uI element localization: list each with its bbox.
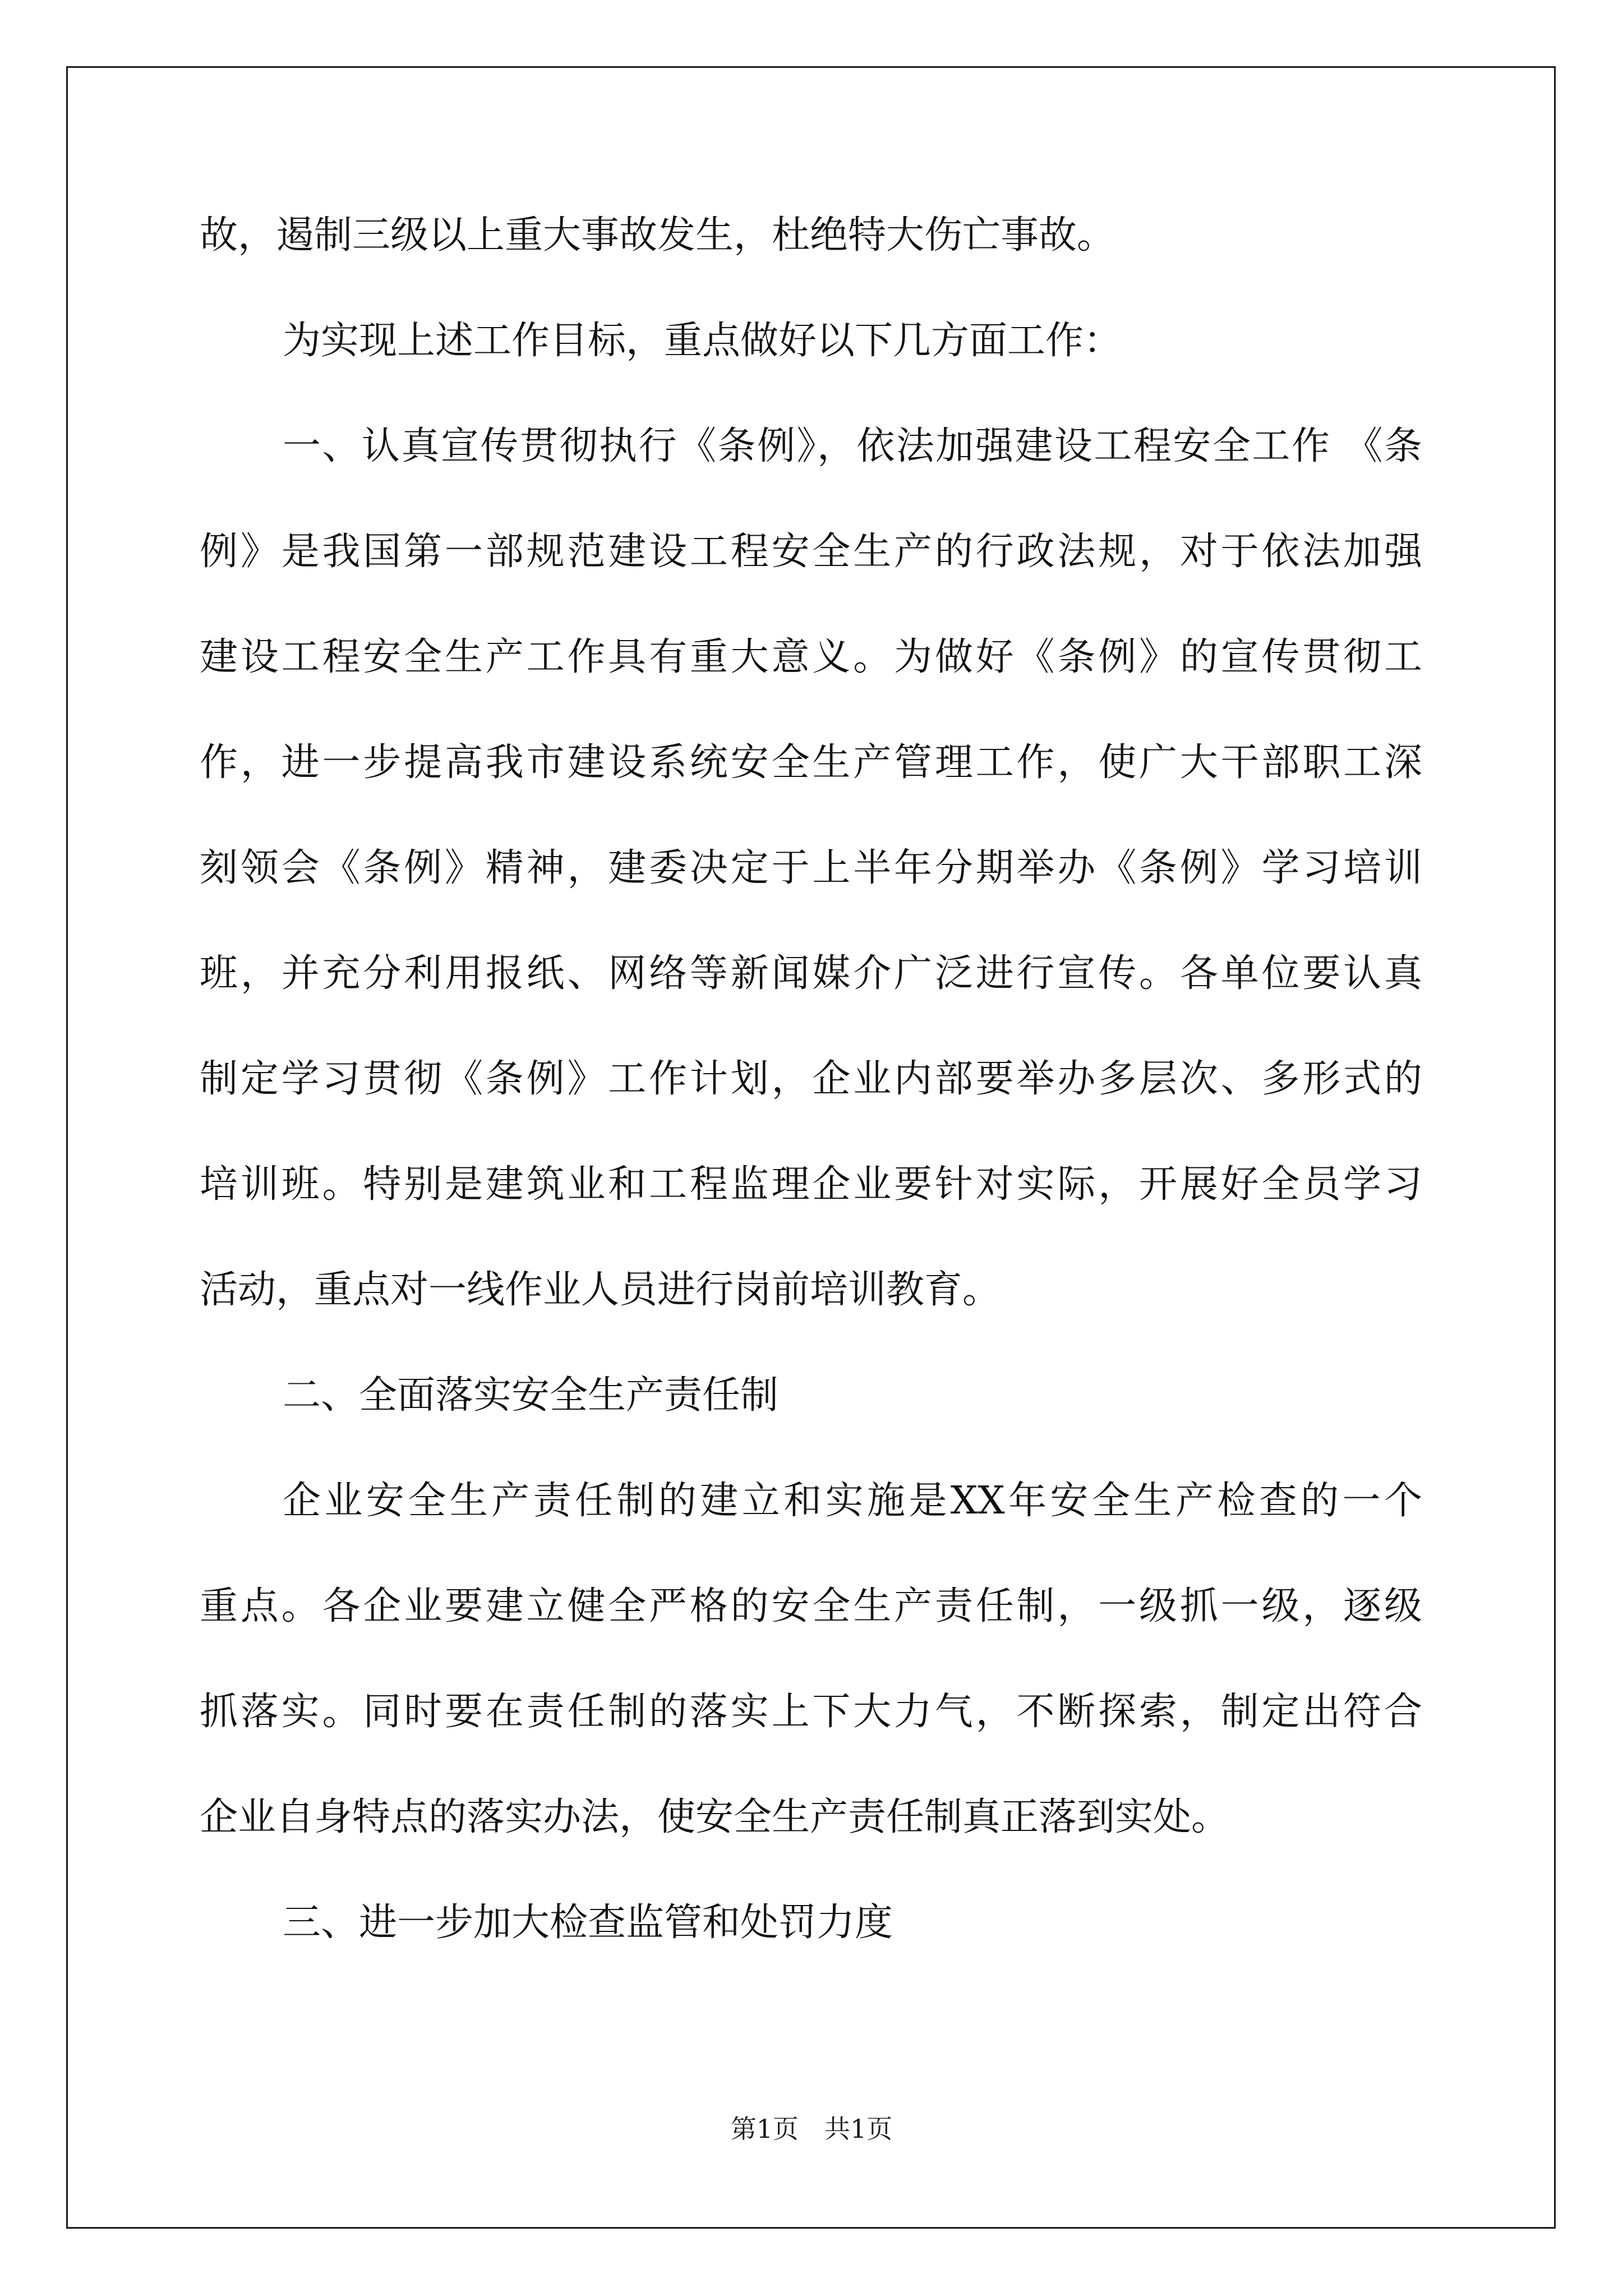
text-line: 抓落实。同时要在责任制的落实上下大力气，不断探索，制定出符合 (200, 1690, 1422, 1734)
text-line: 建设工程安全生产工作具有重大意义。为做好《条例》的宣传贯彻工 (200, 635, 1422, 679)
section-heading-2: 二、全面落实安全生产责任制 (283, 1373, 779, 1418)
text-line: 为实现上述工作目标，重点做好以下几方面工作： (283, 319, 1122, 363)
text-line: 例》是我国第一部规范建设工程安全生产的行政法规，对于依法加强 (200, 530, 1422, 574)
text-line: 重点。各企业要建立健全严格的安全生产责任制，一级抓一级，逐级 (200, 1584, 1422, 1628)
text-line: 制定学习贯彻《条例》工作计划，企业内部要举办多层次、多形式的 (200, 1057, 1422, 1101)
text-line: 活动，重点对一线作业人员进行岗前培训教育。 (200, 1268, 1001, 1312)
section-heading-1: 一、认真宣传贯彻执行《条例》，依法加强建设工程安全工作 《条 (283, 424, 1422, 468)
text-line: 培训班。特别是建筑业和工程监理企业要针对实际，开展好全员学习 (200, 1162, 1422, 1207)
page-number: 第1页 共1页 (730, 2114, 893, 2144)
text-line: 刻领会《条例》精神，建委决定于上半年分期举办《条例》学习培训 (200, 846, 1422, 890)
text-line: 企业自身特点的落实办法，使安全生产责任制真正落到实处。 (200, 1795, 1230, 1839)
text-line: 企业安全生产责任制的建立和实施是XX年安全生产检查的一个 (283, 1479, 1422, 1523)
text-line: 班，并充分利用报纸、网络等新闻媒介广泛进行宣传。各单位要认真 (200, 951, 1422, 996)
text-line: 作，进一步提高我市建设系统安全生产管理工作，使广大干部职工深 (200, 740, 1422, 785)
section-heading-3: 三、进一步加大检查监管和处罚力度 (283, 1901, 893, 1945)
text-line: 故，遏制三级以上重大事故发生，杜绝特大伤亡事故。 (200, 213, 1115, 257)
